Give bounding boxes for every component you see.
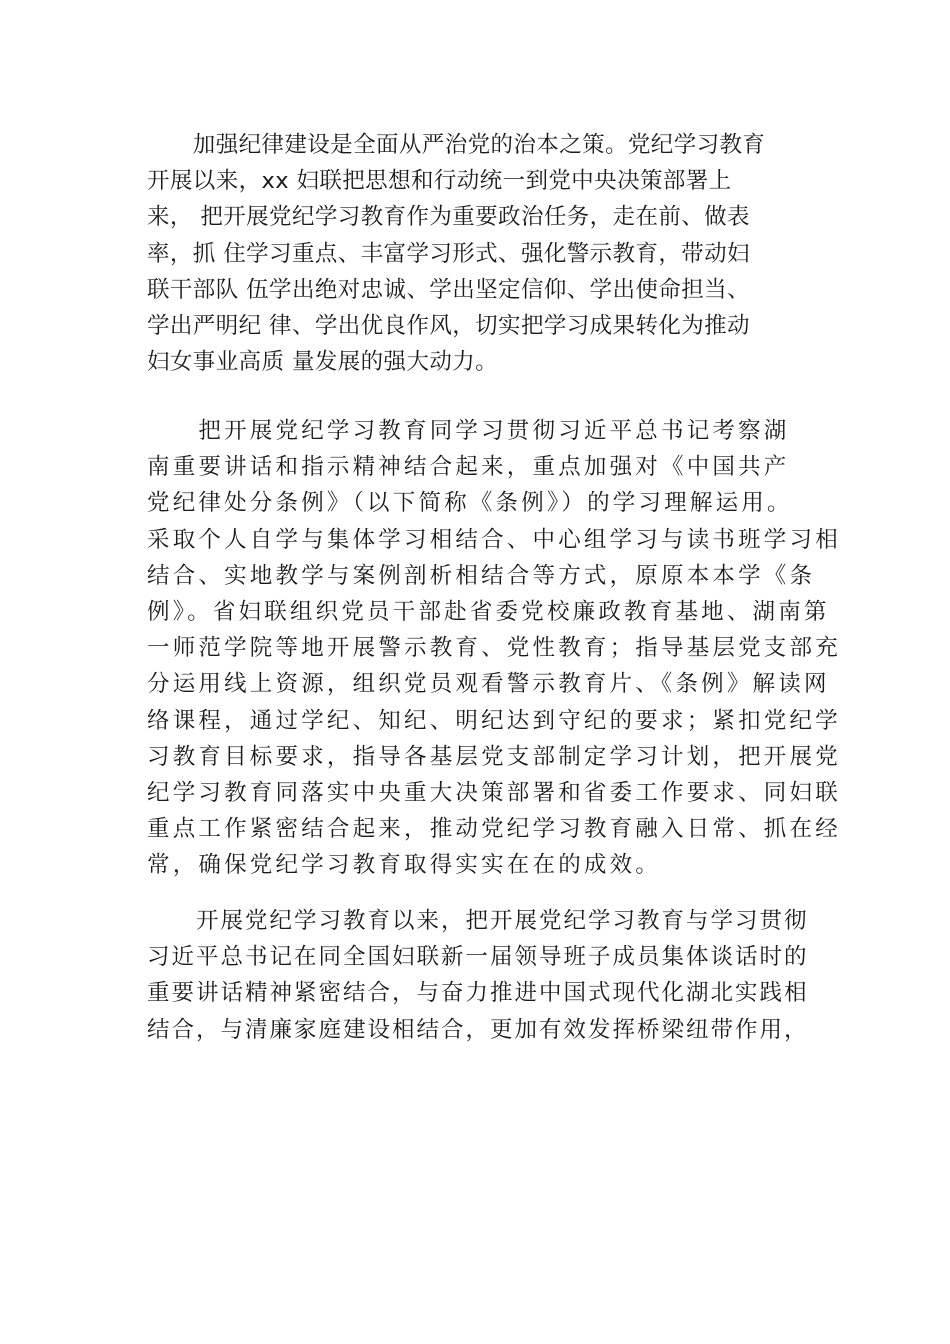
text-line: 开展党纪学习教育以来，把开展党纪学习教育与学习贯彻 bbox=[147, 908, 809, 934]
text-line: 结合、实地教学与案例剖析相结合等方式，原原本本学《条 bbox=[147, 562, 816, 589]
text-line: 结合，与清廉家庭建设相结合，更加有效发挥桥梁纽带作用， bbox=[147, 1016, 809, 1043]
text-line: 采取个人自学与集体学习相结合、中心组学习与读书班学习相 bbox=[147, 526, 841, 553]
text-line: 把开展党纪学习教育同学习贯彻习近平总书记考察湖 bbox=[147, 418, 790, 444]
text-line: 开展以来，xx 妇联把思想和行动统一到党中央决策部署上 bbox=[147, 168, 732, 195]
text-line: 例》。省妇联组织党员干部赴省委党校廉政教育基地、湖南第 bbox=[147, 598, 830, 625]
paragraph-1 bbox=[147, 127, 765, 380]
text-line: 习近平总书记在同全国妇联新一届领导班子成员集体谈话时的 bbox=[147, 944, 809, 971]
text-line: 一师范学院等地开展警示教育、党性教育；指导基层党支部充 bbox=[147, 635, 841, 662]
text-line: 党纪律处分条例》（以下简称《条例》）的学习理解运用。 bbox=[147, 490, 793, 517]
text-line: 加强纪律建设是全面从严治党的治本之策。党纪学习教育 bbox=[147, 132, 766, 158]
text-line: 重点工作紧密结合起来，推动党纪学习教育融入日常、抓在经 bbox=[147, 816, 841, 843]
text-line: 纪学习教育同落实中央重大决策部署和省委工作要求、同妇联 bbox=[147, 779, 841, 806]
paragraph-2 bbox=[147, 413, 841, 883]
text-line: 来， 把开展党纪学习教育作为重要政治任务，走在前、做表 bbox=[147, 204, 750, 231]
text-line: 分运用线上资源，组织党员观看警示教育片、《条例》解读网 bbox=[147, 671, 830, 698]
text-line: 常，确保党纪学习教育取得实实在在的成效。 bbox=[147, 852, 662, 879]
text-line: 学出严明纪 律、学出优良作风，切实把学习成果转化为推动 bbox=[147, 312, 750, 339]
paragraph-3 bbox=[147, 903, 809, 1048]
text-line: 妇女事业高质 量发展的强大动力。 bbox=[147, 349, 499, 376]
text-line: 习教育目标要求，指导各基层党支部制定学习计划，把开展党 bbox=[147, 743, 841, 770]
text-line: 联干部队 伍学出绝对忠诚、学出坚定信仰、学出使命担当、 bbox=[147, 276, 750, 303]
text-line: 重要讲话精神紧密结合，与奋力推进中国式现代化湖北实践相 bbox=[147, 980, 809, 1007]
text-line: 率，抓 住学习重点、丰富学习形式、强化警示教育，带动妇 bbox=[147, 240, 750, 267]
text-line: 南重要讲话和指示精神结合起来，重点加强对《中国共产 bbox=[147, 454, 790, 481]
text-line: 络课程，通过学纪、知纪、明纪达到守纪的要求；紧扣党纪学 bbox=[147, 707, 841, 734]
